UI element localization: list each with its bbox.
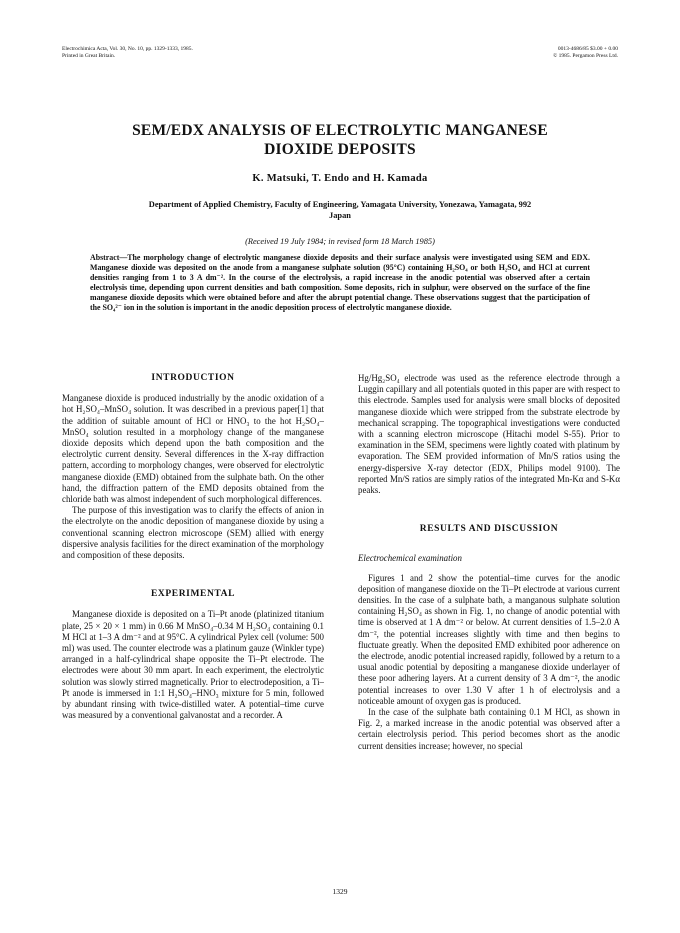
results-paragraph-1: Figures 1 and 2 show the potential–time curves for the anodic deposition of manganese dioxide on the Ti–Pt electrode at various current densities. In the case of a sulphate bath, a manganous sulphate solution containing H₂SO₄ as shown in Fig. 1, no change of anodic potential with time is observed at 1 A dm⁻² or below. At current densities of 1.5–2.0 A dm⁻², the potential increases slightly with time and then begins to fluctuate greatly. When the deposited EMD exhibited poor adherence on the electrode, anodic potential increased rapidly, followed by a return to a usual anodic potential by depositing a manganese dioxide underlayer of these poor adhering layers. At a current density of 3 A dm⁻², the anodic potential increases to over 1.30 V after 1 h of electrolysis and a noticeable amount of oxygen gas is produced. bbox=[358, 572, 620, 706]
abstract-label: Abstract bbox=[90, 253, 120, 262]
affiliation-line-1: Department of Applied Chemistry, Faculty of Engineering, Yamagata University, Yonezawa, Yamagata, 992 bbox=[148, 200, 532, 209]
received-date: (Received 19 July 1984; in revised form 18 March 1985) bbox=[245, 237, 435, 246]
experimental-paragraph-1: Manganese dioxide is deposited on a Ti–Pt anode (platinized titanium plate, 25 × 20 × 1 mm) in 0.66 M MnSO₄–0.34 M H₂SO₄ containing 0.1 M HCl at 1–3 A dm⁻² and at 95°C. A cylindrical Pylex cell (volume: 500 ml) was used. The counter electrode was a platinum gauze (Winkler type) arranged in a half-cylindrical shape opposite the Ti–Pt electrode. The electrodes were about 30 mm apart. In each experiment, the electrolytic solution was slowly stirred magnetically. Prior to electrodeposition, a Ti–Pt anode is immersed in 1:1 H₂SO₄–HNO₃ mixture for 5 min, followed by abundant rinsing with twice-distilled water. A potential–time curve was measured by a conventional galvanostat and a recorder. A bbox=[62, 609, 324, 721]
code-line-1: 0013-4686/85 $3.00 + 0.00 bbox=[557, 46, 618, 52]
abstract-text: —The morphology change of electrolytic manganese dioxide deposits and their surface analysis were investigated using SEM and EDX. Manganese dioxide was deposited on the anode from a manganese sulphate solution (95°C) containing H₂SO₄ or both H₂SO₄ and HCl at current densities ranging from 1 to 3 A dm⁻². In the course of the electrolysis, a rapid increase in the anodic potential was observed after a certain electrolysis time, depending upon current densities and bath composition. Some deposits, rich in sulphur, were observed on the surface of the fine manganese dioxide deposits which were obtained before and after the abrupt potential change. These observations suggest that the participation of the SO₄²⁻ ion in the solution is important in the anodic deposition process of electrolytic manganese dioxide. bbox=[90, 253, 590, 312]
experimental-paragraph-2: Hg/Hg₂SO₄ electrode was used as the reference electrode through a Luggin capillary and all potentials quoted in this paper are with respect to this electrode. Samples used for analysis were small blocks of deposited manganese dioxide which were stripped from the substrate electrode by mechanical scrapping. The topographical investigations were conducted with a scanning electron microscope (Hitachi model S-55). Prior to examination in the SEM, specimens were lightly coated with platinum by evaporation. The SEM provided information of Mn/S ratios using the energy-dispersive X-ray detector (EDX, Philips model 9100). The reported Mn/S ratios are simply ratios of the integrated Mn-Kα and S-Kα peaks. bbox=[358, 373, 620, 496]
journal-info bbox=[62, 46, 193, 60]
publisher-code bbox=[553, 46, 618, 60]
affiliation bbox=[60, 199, 620, 221]
results-paragraph-2: In the case of the sulphate bath containing 0.1 M HCl, as shown in Fig. 2, a marked increase in the anodic potential was observed after a certain electrolysis period. This period becomes short as the anodic current densities increase; however, no special bbox=[358, 707, 620, 751]
title-line-2: DIOXIDE DEPOSITS bbox=[264, 141, 416, 158]
page-number: 1329 bbox=[332, 887, 348, 896]
introduction-heading: INTRODUCTION bbox=[151, 373, 235, 383]
journal-line-2: Printed in Great Britain. bbox=[62, 53, 116, 59]
left-column bbox=[62, 373, 324, 721]
results-heading: RESULTS AND DISCUSSION bbox=[419, 524, 559, 535]
intro-paragraph-1: Manganese dioxide is produced industrially by the anodic oxidation of a hot H₂SO₄–MnSO₄ solution. It was described in a previous paper[1] that the addition of suitable amount of HCl or HNO₃ to the hot H₂SO₄–MnSO₄ solution resulted in a morphology change of the manganese dioxide deposits which depend upon the bath composition and the electrolytic current density. Several differences in the X-ray diffraction pattern, according to morphology changes, were observed for electrolytic manganese dioxide (EMD) obtained from the sulphate bath. On the other hand, the diffraction pattern of the EMD deposits obtained from the chloride bath was almost independent of such morphological differences. bbox=[62, 393, 324, 505]
electrochemical-subheading: Electrochemical examination bbox=[358, 553, 462, 564]
intro-paragraph-2: The purpose of this investigation was to clarify the effects of anion in the electrolyte on the anodic deposition of manganese dioxide by using a conventional scanning electron microscope (SEM) allied with energy dispersive analysis facilities for the direct examination of the morphology and composition of these deposits. bbox=[62, 505, 324, 561]
experimental-heading: EXPERIMENTAL bbox=[150, 589, 236, 600]
code-line-2: © 1985. Pergamon Press Ltd. bbox=[553, 53, 618, 59]
authors: K. Matsuki, T. Endo and H. Kamada bbox=[252, 173, 428, 184]
journal-line-1: Electrochimica Acta, Vol. 30, No. 10, pp. 1329-1333, 1985. bbox=[62, 46, 193, 52]
paper-title bbox=[60, 121, 620, 159]
right-column bbox=[358, 373, 620, 752]
affiliation-line-2: Japan bbox=[329, 211, 351, 220]
abstract bbox=[90, 253, 590, 312]
title-line-1: SEM/EDX ANALYSIS OF ELECTROLYTIC MANGANESE bbox=[132, 122, 548, 139]
